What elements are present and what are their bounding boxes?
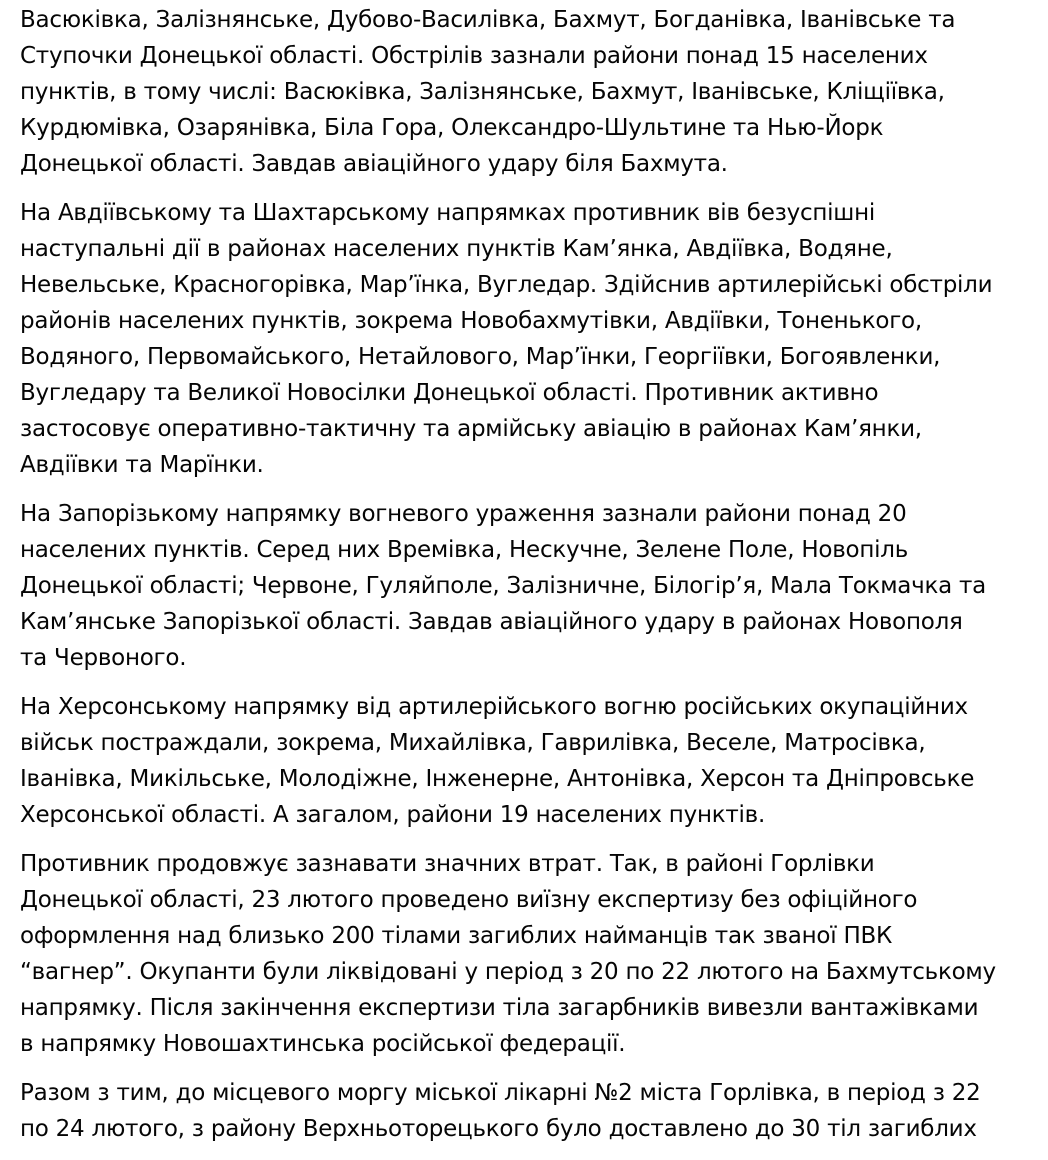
text-line: Противник продовжує зазнавати значних втрат. Так, в районі Горлівки [20,851,875,877]
paragraph-kherson [20,689,1040,833]
text-line: та Червоного. [20,645,187,671]
text-line: Авдіївки та Марїнки. [20,452,264,478]
text-line: Водяного, Первомайського, Нетайлового, Мар’їнки, Георгіївки, Богоявленки, [20,344,941,370]
text-line: районів населених пунктів, зокрема Новобахмутівки, Авдіївки, Тоненького, [20,308,922,334]
text-line: Донецької області, 23 лютого проведено виїзну експертизу без офіційного [20,887,918,913]
text-line: в напрямку Новошахтинська російської федерації. [20,1031,626,1057]
text-line: Васюківка, Залізнянське, Дубово-Василівка, Бахмут, Богданівка, Іванівське та [20,7,956,33]
text-line: по 24 лютого, з району Верхньоторецького було доставлено до 30 тіл загиблих [20,1116,977,1142]
text-line: Невельське, Красногорівка, Мар’їнка, Вугледар. Здійснив артилерійські обстріли [20,272,993,298]
paragraph-morgue-horlivka [20,1075,1040,1147]
text-line: застосовує оперативно-тактичну та армійську авіацію в районах Кам’янки, [20,416,922,442]
text-line: Курдюмівка, Озарянівка, Біла Гора, Олександро-Шультине та Нью-Йорк [20,115,884,141]
text-line: На Запорізькому напрямку вогневого ураження зазнали райони понад 20 [20,501,907,527]
text-line: Донецької області; Червоне, Гуляйполе, Залізничне, Білогір’я, Мала Токмачка та [20,573,987,599]
text-line: наступальні дії в районах населених пунктів Кам’янка, Авдіївка, Водяне, [20,236,893,262]
text-line: Кам’янське Запорізької області. Завдав авіаційного удару в районах Новополя [20,609,963,635]
text-line: Разом з тим, до місцевого моргу міської лікарні №2 міста Горлівка, в період з 22 [20,1080,981,1106]
text-line: Донецької області. Завдав авіаційного удару біля Бахмута. [20,151,728,177]
paragraph-losses-horlivka [20,846,1040,1062]
post-body [20,2,1040,1160]
text-line: Іванівка, Микільське, Молодіжне, Інженерне, Антонівка, Херсон та Дніпровське [20,766,975,792]
text-line: оформлення над близько 200 тілами загиблих найманців так званої ПВК [20,923,893,949]
text-line: військ постраждали, зокрема, Михайлівка, Гаврилівка, Веселе, Матросівка, [20,730,926,756]
paragraph-zaporizhzhia [20,496,1040,676]
text-line: Херсонської області. А загалом, райони 19 населених пунктів. [20,802,766,828]
text-line: На Херсонському напрямку від артилерійського вогню російських окупаційних [20,694,968,720]
text-line: На Авдіївському та Шахтарському напрямках противник вів безуспішні [20,200,875,226]
text-line: Вугледару та Великої Новосілки Донецької області. Противник активно [20,380,879,406]
text-line: Ступочки Донецької області. Обстрілів зазнали райони понад 15 населених [20,43,928,69]
paragraph-avdiivka-shakhtarsk [20,195,1040,483]
text-line: “вагнер”. Окупанти були ліквідовані у період з 20 по 22 лютого на Бахмутському [20,959,996,985]
paragraph-donetsk-bakhmut [20,2,1040,182]
text-line: пунктів, в тому числі: Васюківка, Залізнянське, Бахмут, Іванівське, Кліщіївка, [20,79,945,105]
text-line: напрямку. Після закінчення експертизи тіла загарбників вивезли вантажівками [20,995,979,1021]
text-line: населених пунктів. Серед них Времівка, Нескучне, Зелене Поле, Новопіль [20,537,909,563]
